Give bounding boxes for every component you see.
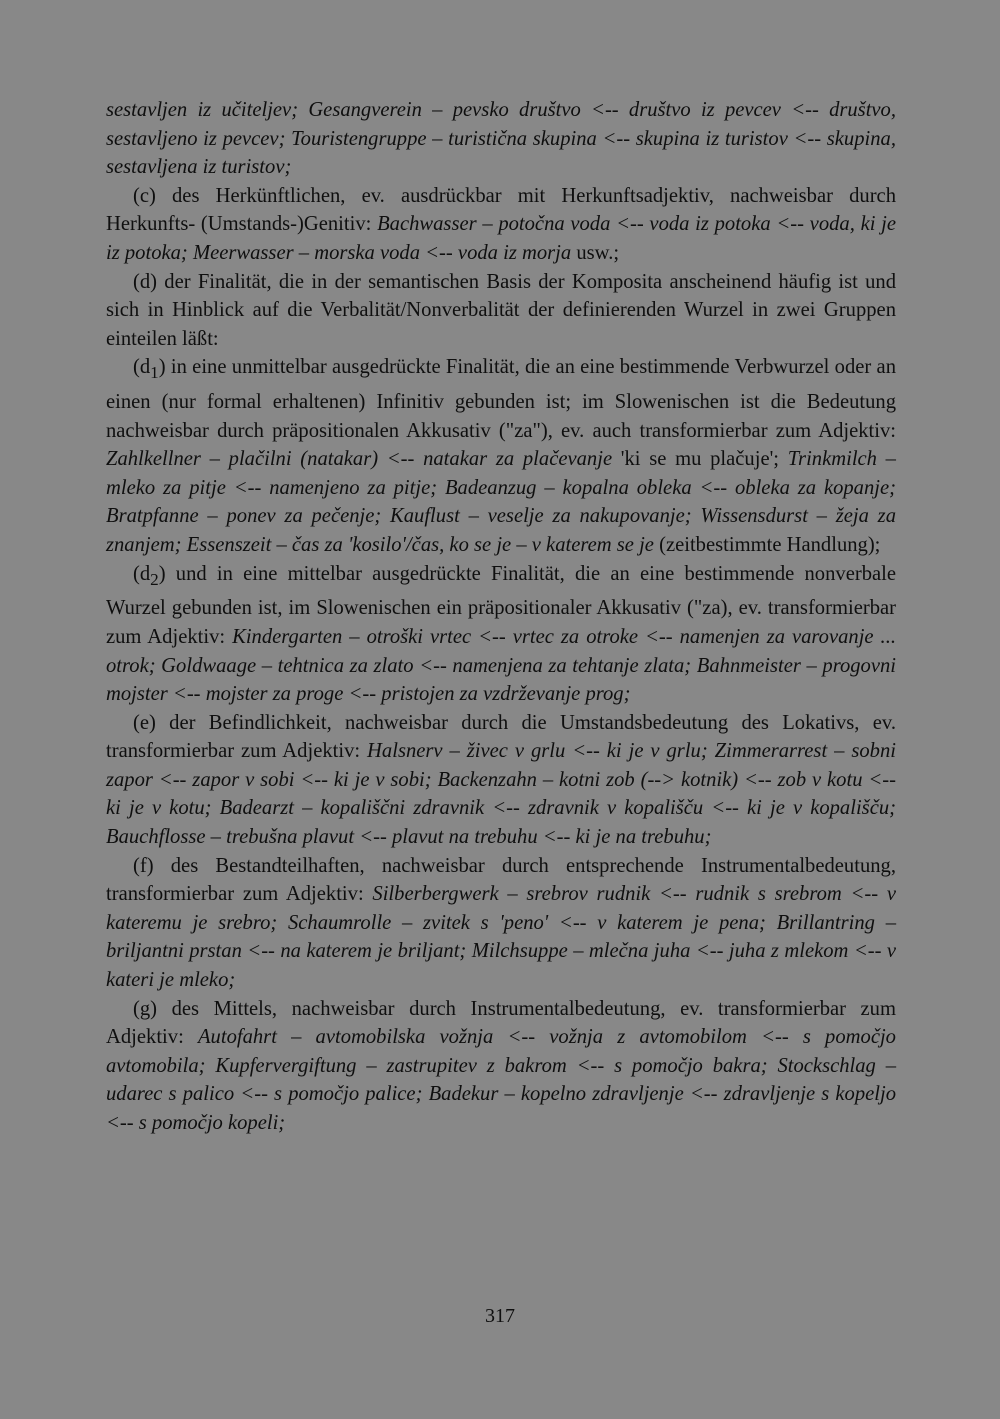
body-text: (f) des Bestandteilhaften, nachweisbar durch entsprechende Instrumentalbedeutung, transformierbar zum Adjektiv: bbox=[106, 854, 896, 906]
body-text: (zeitbestimmte Handlung); bbox=[653, 534, 881, 557]
paragraph-d bbox=[106, 268, 896, 354]
body-text: usw.; bbox=[571, 241, 620, 264]
paragraph-g bbox=[106, 995, 896, 1138]
subscript: 2 bbox=[150, 569, 159, 589]
body-text: ) und in eine mittelbar ausgedrückte Finalität, die an eine bestimmende nonverbale Wurzel gebunden ist, im Slowenischen ein präpositionaler Akkusativ ("za), ev. transformierbar zum Adjektiv: bbox=[106, 562, 896, 648]
body-text: (d bbox=[133, 356, 151, 379]
example-text: Silberbergwerk – srebrov rudnik <-- rudnik s srebrom <-- v kateremu je srebro; Schaumrolle – zvitek s 'peno' <-- v katerem je pena; Brillantring – briljantni prstan <-- na katerem je briljant; Milchsuppe – mlečna juha <-- juha z mlekom <-- v kateri je mleko; bbox=[106, 883, 896, 992]
paragraph-d2 bbox=[106, 560, 896, 709]
body-text: (e) der Befindlichkeit, nachweisbar durch die Umstandsbedeutung des Lokativs, ev. transformierbar zum Adjektiv: bbox=[106, 711, 896, 763]
example-text: Trinkmilch – mleko za pitje <-- namenjeno za pitje; Badeanzug – kopalna obleka <-- obleka za kopanje; Bratpfanne – ponev za pečenje; Kauflust – veselje za nakupovanje; Wissensdurst – žeja za znanjem; Essenszeit – čas za 'kosilo'/čas, ko se je – v katerem se je bbox=[106, 448, 896, 557]
body-text: ) in eine unmittelbar ausgedrückte Finalität, die an eine bestimmende Verbwurzel oder an einen (nur formal erhaltenen) Infinitiv gebunden ist; im Slowenischen ist die Bedeutung nachweisbar durch präpositionalen Akkusativ ("za"), ev. auch transformierbar zum Adjektiv: bbox=[106, 356, 896, 442]
paragraph-continuation bbox=[106, 96, 896, 182]
example-text: Autofahrt – avtomobilska vožnja <-- vožnja z avtomobilom <-- s pomočjo avtomobila; Kupfervergiftung – zastrupitev z bakrom <-- s pomočjo bakra; Stockschlag – udarec s palico <-- s pomočjo palice; Badekur – kopelno zdravljenje <-- zdravljenje s kopeljo <-- s pomočjo kopeli; bbox=[106, 1026, 896, 1134]
example-text: Zahlkellner – plačilni (natakar) <-- natakar za plačevanje bbox=[106, 448, 613, 471]
paragraph-c bbox=[106, 182, 896, 268]
subscript: 1 bbox=[150, 363, 159, 383]
paragraph-e bbox=[106, 709, 896, 852]
body-text: (d) der Finalität, die in der semantischen Basis der Komposita anscheinend häufig ist und sich in Hinblick auf die Verbalität/Nonverbalität der definierenden Wurzel in zwei Gruppen einteilen läßt: bbox=[106, 270, 896, 350]
example-text: Bachwasser – potočna voda <-- voda iz potoka <-- voda, ki je iz potoka; Meerwasser – morska voda <-- voda iz morja bbox=[106, 213, 896, 264]
body-text: (d bbox=[133, 562, 151, 585]
body-text: (c) des Herkünftlichen, ev. ausdrückbar mit Herkunftsadjektiv, nachweisbar durch Herkunfts- (Umstands-)Genitiv: bbox=[106, 184, 896, 236]
example-text: sestavljen iz učiteljev; Gesangverein – pevsko društvo <-- društvo iz pevcev <-- društvo, sestavljeno iz pevcev; Touristengruppe – turistična skupina <-- skupina iz turistov <-- skupina, sestavljena iz turistov; bbox=[106, 99, 896, 179]
example-text: Kindergarten – otroški vrtec <-- vrtec za otroke <-- namenjen za varovanje ... otrok; Goldwaage – tehtnica za zlato <-- namenjena za tehtanje zlata; Bahnmeister – progovni mojster <-- mojster za proge <-- pristojen za vzdrževanje prog; bbox=[106, 625, 897, 706]
paragraph-d1 bbox=[106, 353, 896, 559]
body-text: 'ki se mu plačuje'; bbox=[612, 448, 788, 471]
page-body bbox=[106, 96, 896, 1138]
example-text: Halsnerv – živec v grlu <-- ki je v grlu; Zimmerarrest – sobni zapor <-- zapor v sobi <-- ki je v sobi; Backenzahn – kotni zob (--> kotnik) <-- zob v kotu <-- ki je v kotu; Badearzt – kopališčni zdravnik <-- zdravnik v kopališču <-- ki je v kopališču; Bauchflosse – trebušna plavut <-- plavut na trebuhu <-- ki je na trebuhu; bbox=[106, 740, 896, 849]
page-number: 317 bbox=[485, 1305, 515, 1327]
body-text: (g) des Mittels, nachweisbar durch Instrumentalbedeutung, ev. transformierbar zum Adjektiv: bbox=[106, 997, 896, 1049]
paragraph-f bbox=[106, 852, 896, 995]
